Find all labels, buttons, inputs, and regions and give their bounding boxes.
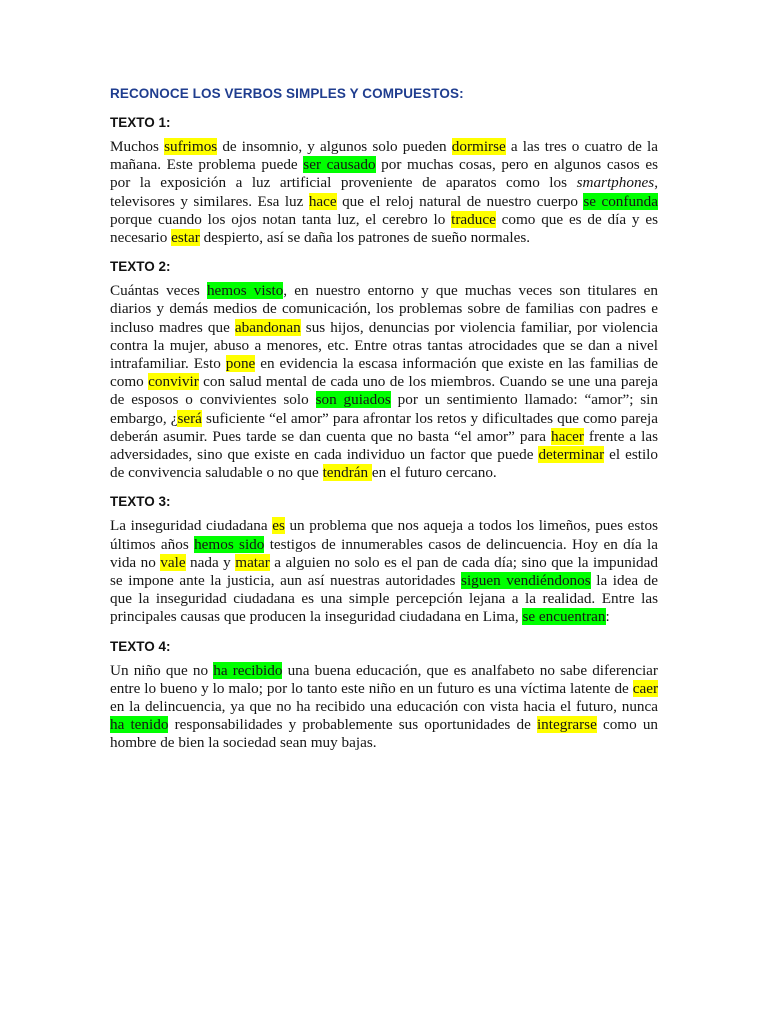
- highlighted-compound-verb: ser causado: [303, 156, 376, 174]
- highlighted-compound-verb: hemos visto: [206, 282, 284, 300]
- highlighted-compound-verb: se confunda: [583, 192, 658, 210]
- text-run: en la delincuencia, ya que no ha recibido una educación con vista hacia el futuro, nunca: [110, 698, 658, 716]
- section-texto-3: [110, 494, 658, 626]
- text-run: La inseguridad ciudadana: [110, 517, 273, 535]
- highlighted-compound-verb: ha recibido: [213, 661, 283, 679]
- text-run: sus hijos, denuncias por violencia familiar, por violencia contra la mujer, abuso a menores, etc. Entre otras tantas atrocidades que se dan a nivel intrafamiliar. Esto: [110, 318, 658, 373]
- highlighted-simple-verb: pone: [225, 355, 256, 373]
- text-run: por muchas cosas, pero en algunos casos es por la exposición a luz artificial proveniente de aparatos como los: [110, 156, 658, 192]
- page-title: RECONOCE LOS VERBOS SIMPLES Y COMPUESTOS:: [110, 86, 464, 101]
- text-run: , televisores y similares. Esa luz: [110, 174, 658, 210]
- highlighted-simple-verb: será: [177, 409, 202, 427]
- highlighted-compound-verb: siguen vendiéndonos: [461, 572, 591, 590]
- text-run: frente a las adversidades, sino que existe en cada individuo un factor que puede: [110, 427, 658, 464]
- highlighted-compound-verb: hemos sido: [194, 535, 265, 553]
- text-run: de insomnio, y algunos solo pueden: [217, 138, 452, 155]
- text-run: que el reloj natural de nuestro cuerpo: [336, 192, 584, 210]
- highlighted-simple-verb: abandonan: [234, 318, 301, 336]
- text-run: testigos de innumerables casos de delincuencia. Hoy en día la vida no: [110, 535, 658, 571]
- text-run: un problema que nos aqueja a todos los limeños, pues estos últimos años: [110, 517, 658, 553]
- highlighted-simple-verb: convivir: [148, 373, 199, 391]
- text-run: por un sentimiento llamado: “amor”; sin embargo, ¿: [110, 391, 658, 427]
- text-run: con salud mental de cada uno de los miembros. Cuando se une una pareja de esposos o convivientes solo: [110, 373, 658, 409]
- italic-term: smartphones: [576, 174, 655, 192]
- section-heading: TEXTO 1:: [110, 115, 171, 130]
- section-texto-2: [110, 259, 658, 482]
- section-texto-1: [110, 115, 658, 247]
- highlighted-simple-verb: es: [272, 517, 285, 535]
- text-run: a alguien no solo es el pan de cada día; sino que la impunidad se impone ante la justicia, aun así nuestras autoridades: [110, 553, 658, 590]
- section-paragraph: [110, 517, 658, 626]
- section-texto-4: [110, 639, 658, 753]
- text-run: como que es de día y es necesario: [110, 210, 658, 247]
- text-run: responsabilidades y probablemente sus oportunidades de: [168, 716, 537, 734]
- text-run: despierto, así se daña los patrones de sueño normales.: [199, 229, 531, 247]
- highlighted-compound-verb: son guiados: [315, 391, 391, 409]
- text-run: en el futuro cercano.: [371, 464, 497, 482]
- highlighted-simple-verb: determinar: [538, 446, 605, 464]
- text-run: a las tres o cuatro de la mañana. Este problema puede: [110, 138, 658, 174]
- highlighted-compound-verb: se encuentran: [522, 608, 606, 626]
- highlighted-simple-verb: hacer: [551, 427, 584, 445]
- highlighted-simple-verb: estar: [171, 229, 200, 247]
- text-run: en evidencia la escasa información que existe en las familias de como: [110, 355, 658, 391]
- section-paragraph: [110, 138, 658, 247]
- text-run: Un niño que no: [110, 661, 214, 679]
- highlighted-simple-verb: tendrán: [322, 464, 372, 482]
- text-run: como un hombre de bien la sociedad sean muy bajas.: [110, 716, 659, 752]
- text-run: nada y: [185, 553, 236, 571]
- text-run: la idea de que la inseguridad ciudadana es una simple percepción lejana a la realidad. Entre las principales causas que producen la inseguridad ciudadana en Lima,: [110, 572, 659, 626]
- highlighted-simple-verb: caer: [632, 679, 658, 697]
- highlighted-compound-verb: ha tenido: [110, 716, 169, 734]
- section-paragraph: [110, 662, 658, 753]
- text-run: el estilo de convivencia saludable o no que: [110, 446, 658, 482]
- highlighted-simple-verb: matar: [235, 553, 270, 571]
- text-run: :: [605, 608, 610, 626]
- highlighted-simple-verb: sufrimos: [164, 138, 218, 155]
- highlighted-simple-verb: traduce: [451, 210, 496, 228]
- highlighted-simple-verb: dormirse: [451, 138, 506, 155]
- text-run: Muchos: [110, 138, 165, 155]
- section-heading: TEXTO 2:: [110, 259, 171, 275]
- text-run: , en nuestro entorno y que muchas veces son titulares en diarios y demás medios de comunicación, los problemas sobre de familias con padres e incluso madres que: [110, 282, 658, 336]
- text-run: una buena educación, que es analfabeto no sabe diferenciar entre lo bueno y lo malo; por lo tanto este niño en un futuro es una víctima latente de: [110, 661, 658, 697]
- highlighted-simple-verb: vale: [160, 553, 186, 571]
- section-heading: TEXTO 3:: [110, 494, 171, 510]
- highlighted-simple-verb: hace: [308, 192, 337, 210]
- text-run: porque cuando los ojos notan tanta luz, el cerebro lo: [110, 210, 452, 228]
- highlighted-simple-verb: integrarse: [536, 716, 597, 734]
- text-run: Cuántas veces: [110, 282, 207, 300]
- section-heading: TEXTO 4:: [110, 638, 171, 654]
- text-run: suficiente “el amor” para afrontar los retos y dificultades que como pareja deberán asumir. Pues tarde se dan cuenta que no basta “el amor” para: [110, 409, 658, 445]
- section-paragraph: [110, 282, 658, 482]
